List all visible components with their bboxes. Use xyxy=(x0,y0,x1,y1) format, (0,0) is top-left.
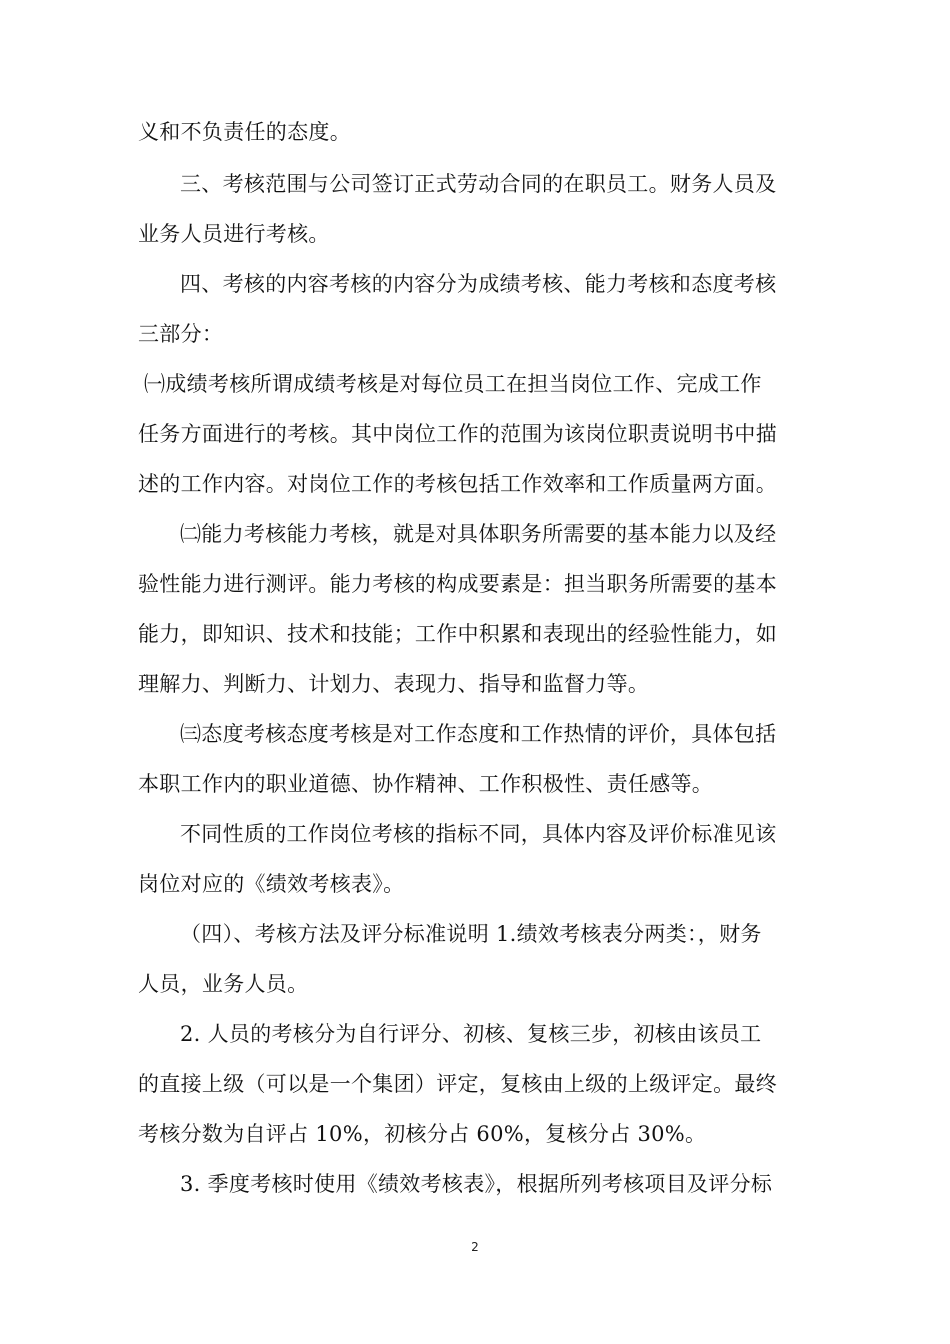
text-line: 三、考核范围与公司签订正式劳动合同的在职员工。财务人员及 xyxy=(180,172,777,196)
text-line: 验性能力进行测评。能力考核的构成要素是：担当职务所需要的基本 xyxy=(138,572,777,596)
text-line: 四、考核的内容考核的内容分为成绩考核、能力考核和态度考核 xyxy=(180,272,777,296)
text-line: 考核分数为自评占 10%，初核分占 60%，复核分占 30%。 xyxy=(138,1122,707,1146)
text-line: （四）、考核方法及评分标准说明 1.绩效考核表分两类：，财务 xyxy=(180,922,762,946)
text-line: 本职工作内的职业道德、协作精神、工作积极性、责任感等。 xyxy=(138,772,714,796)
text-line: 述的工作内容。对岗位工作的考核包括工作效率和工作质量两方面。 xyxy=(138,472,777,496)
text-line: 不同性质的工作岗位考核的指标不同，具体内容及评价标准见该 xyxy=(180,822,777,846)
page-number: 2 xyxy=(471,1240,479,1254)
text-line: ㈠成绩考核所谓成绩考核是对每位员工在担当岗位工作、完成工作 xyxy=(144,372,762,396)
text-line: 岗位对应的《绩效考核表》。 xyxy=(138,872,405,896)
text-line: 2. 人员的考核分为自行评分、初核、复核三步，初核由该员工 xyxy=(180,1022,762,1046)
text-line: 义和不负责任的态度。 xyxy=(138,120,351,144)
text-line: 三部分： xyxy=(138,322,224,346)
text-line: 人员，业务人员。 xyxy=(138,972,309,996)
text-line: 3. 季度考核时使用《绩效考核表》，根据所列考核项目及评分标 xyxy=(180,1172,773,1196)
text-line: 能力，即知识、技术和技能；工作中积累和表现出的经验性能力，如 xyxy=(138,622,777,646)
text-line: 理解力、判断力、计划力、表现力、指导和监督力等。 xyxy=(138,672,650,696)
text-line: 的直接上级（可以是一个集团）评定，复核由上级的上级评定。最终 xyxy=(138,1072,777,1096)
text-line: 业务人员进行考核。 xyxy=(138,222,330,246)
text-line: 任务方面进行的考核。其中岗位工作的范围为该岗位职责说明书中描 xyxy=(138,422,777,446)
text-line: ㈢态度考核态度考核是对工作态度和工作热情的评价，具体包括 xyxy=(180,722,777,746)
text-line: ㈡能力考核能力考核，就是对具体职务所需要的基本能力以及经 xyxy=(180,522,777,546)
